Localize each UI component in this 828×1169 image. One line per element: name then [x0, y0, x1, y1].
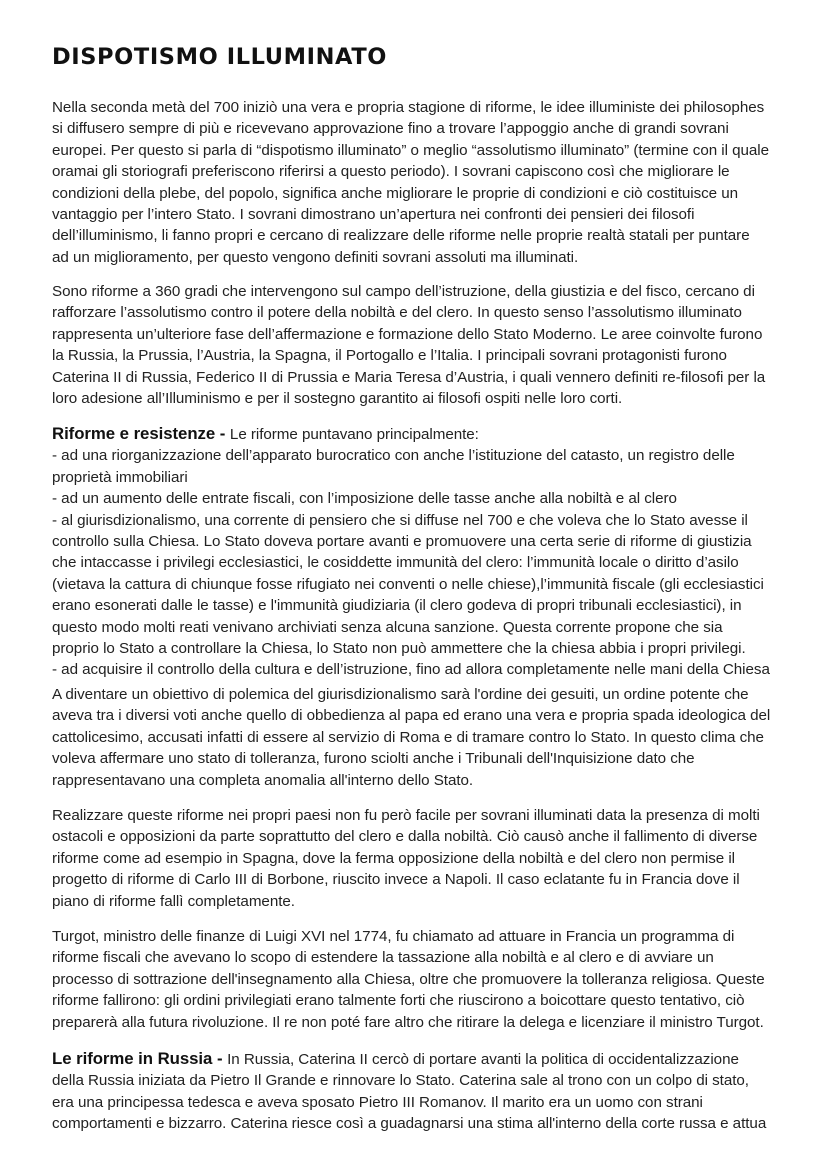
text-line: (vietava la cattura di chiunque fosse rifugiato nei conventi o nelle chiese),l’immunità fiscale (gli ecclesiastici [52, 575, 764, 593]
text-line: rappresentavano una completa anomalia all'interno dello Stato. [52, 771, 474, 789]
text-line: Realizzare queste riforme nei propri paesi non fu però facile per sovrani illuminati data la presenza di molti [52, 807, 760, 824]
text-line: riforme come ad esempio in Spagna, dove la ferma opposizione della nobiltà e del clero non permise il [52, 849, 735, 867]
list-item: - ad un aumento delle entrate fiscali, con l’imposizione delle tasse anche alla nobiltà e al clero [52, 490, 677, 508]
text-line: questo modo molti reati venivano archiviati senza alcuna sanzione. Questa corrente propone che sia [52, 618, 723, 636]
text-line: processo di sottrazione dell'insegnamento alla Chiesa, oltre che promuovere la tolleranza religiosa. Queste [52, 970, 765, 988]
text-line: era una principessa tedesca e aveva sposato Pietro III Romanov. Il marito era un uomo con strani [52, 1093, 703, 1111]
text-line: si diffusero sempre di più e ricevevano approvazione fino a trovare l’appoggio anche di grandi sovrani [52, 120, 729, 138]
paragraph-turgot [52, 926, 787, 1033]
section-heading: Riforme e resistenze - [52, 424, 230, 443]
text-line: In Russia, Caterina II cercò di portare avanti la politica di occidentalizzazione [227, 1051, 739, 1068]
text-line: piano di riforme fallì completamente. [52, 892, 295, 910]
text-line: comportamenti e bizzarro. Caterina riesce così a guadagnarsi una stima all'interno della corte russa e attua [52, 1115, 767, 1133]
text-line: aveva tra i diversi voti anche quello di obbedienza al papa ed erano una vera e propria spada ideologica del [52, 707, 771, 725]
paragraph-obstacles [52, 805, 787, 912]
list-item: - al giurisdizionalismo, una corrente di pensiero che si diffuse nel 700 e che voleva che lo Stato avesse il [52, 511, 748, 529]
text-line: A diventare un obiettivo di polemica del giurisdizionalismo sarà l'ordine dei gesuiti, un ordine potente che [52, 686, 749, 703]
text-line: la Russia, la Prussia, l’Austria, la Spagna, il Portogallo e l’Italia. I principali sovrani protagonisti furono [52, 347, 727, 365]
section-first-line [52, 1048, 787, 1070]
section-riforme-e-resistenze [52, 423, 787, 681]
section-heading: Le riforme in Russia - [52, 1049, 228, 1068]
text-line: preparerà alla futura rivoluzione. Il re non poté fare altro che ritirare la delega e licenziare il ministro Turgot. [52, 1013, 764, 1031]
text-line: che intaccasse i privilegi ecclesiastici, le cosiddette immunità del clero: l’immunità locale o diritto d’asilo [52, 554, 739, 572]
text-line: della Russia iniziata da Pietro Il Grande e rinnovare lo Stato. Caterina sale al trono con un colpo di stato, [52, 1072, 749, 1090]
text-line: Nella seconda metà del 700 iniziò una vera e propria stagione di riforme, le idee illuministe dei philosophes [52, 99, 765, 116]
text-line: Sono riforme a 360 gradi che intervengono sul campo dell’istruzione, della giustizia e del fisco, cercano di [52, 283, 755, 300]
paragraph-gesuiti [52, 684, 787, 791]
text-line: Le riforme puntavano principalmente: [229, 426, 479, 443]
text-line: proprio lo Stato a controllare la Chiesa, lo Stato non può ammettere che la chiesa abbia i propri privilegi. [52, 640, 746, 658]
text-line: proprietà immobiliari [52, 468, 188, 486]
text-line: riforme fiscali che avevano lo scopo di estendere la tassazione alla nobiltà e al clero e di avviare un [52, 949, 714, 967]
text-line: dell’illuminismo, li fanno propri e cercano di realizzare delle riforme nelle proprie realtà statali per puntare [52, 227, 750, 245]
text-line: Caterina II di Russia, Federico II di Prussia e Maria Teresa d’Austria, i quali vennero definiti re-filosofi per la [52, 368, 766, 386]
list-item: - ad una riorganizzazione dell’apparato burocratico con anche l’istituzione del catasto, un registro delle [52, 447, 735, 465]
section-riforme-in-russia [52, 1048, 787, 1135]
list-item: - ad acquisire il controllo della cultura e dell’istruzione, fino ad allora completamente nelle mani della Chiesa [52, 661, 770, 679]
text-line: voleva affermare uno stato di tolleranza, furono sciolti anche i Tribunali dell'Inquisizione dato che [52, 750, 695, 768]
text-line: controllo sulla Chiesa. Lo Stato doveva portare avanti e promuovere una certa serie di riforme di giustizia [52, 533, 752, 551]
section-first-line [52, 423, 787, 445]
text-line: oramai gli storiografi preferiscono riferirsi a questo periodo). I sovrani capiscono così che migliorare le [52, 163, 730, 181]
text-line: ad un miglioramento, per questo vengono definiti sovrani assoluti ma illuminati. [52, 248, 579, 266]
text-line: ostacoli e opposizioni da parte soprattutto del clero e dalla nobiltà. Ciò causò anche il fallimento di diverse [52, 828, 758, 846]
text-line: Turgot, ministro delle finanze di Luigi XVI nel 1774, fu chiamato ad attuare in Francia un programma di [52, 928, 735, 945]
document-title: DISPOTISMO ILLUMINATO [52, 44, 387, 70]
text-line: progetto di riforme di Carlo III di Borbone, riuscito invece a Napoli. Il caso eclatante fu in Francia dove il [52, 871, 740, 889]
text-line: europei. Per questo si parla di “dispotismo illuminato” o meglio “assolutismo illuminato” (termine con il quale [52, 141, 770, 159]
text-line: erano esonerati dalle le tasse) e l'immunità giudiziaria (il clero godeva di propri tribunali ecclesiastici), in [52, 597, 742, 615]
text-line: loro adesione all’Illuminismo e per il sostegno garantito ai filosofi ospiti nelle loro corti. [52, 390, 623, 408]
paragraph-intro [52, 97, 787, 268]
paragraph-reforms-scope [52, 281, 787, 409]
text-line: condizioni della plebe, del popolo, significa anche migliorare le proprie di condizioni e ciò costituisce un [52, 184, 739, 202]
text-line: riforme fallirono: gli ordini privilegiati erano talmente forti che riuscirono a boicottare questo tentativo, ciò [52, 992, 745, 1010]
text-line: rappresenta un’ulteriore fase dell’affermazione e formazione dello Stato Moderno. Le aree coinvolte furono [52, 325, 763, 343]
text-line: vantaggio per l’intero Stato. I sovrani dimostrano un’apertura nei confronti dei pensieri dei filosofi [52, 206, 695, 224]
text-line: cattolicesimo, accusati infatti di essere al servizio di Roma e di tramare contro lo Stato. In questo clima che [52, 728, 764, 746]
text-line: rafforzare l’assolutismo contro il potere della nobiltà e del clero. In questo senso l’assolutismo illuminato [52, 304, 742, 322]
